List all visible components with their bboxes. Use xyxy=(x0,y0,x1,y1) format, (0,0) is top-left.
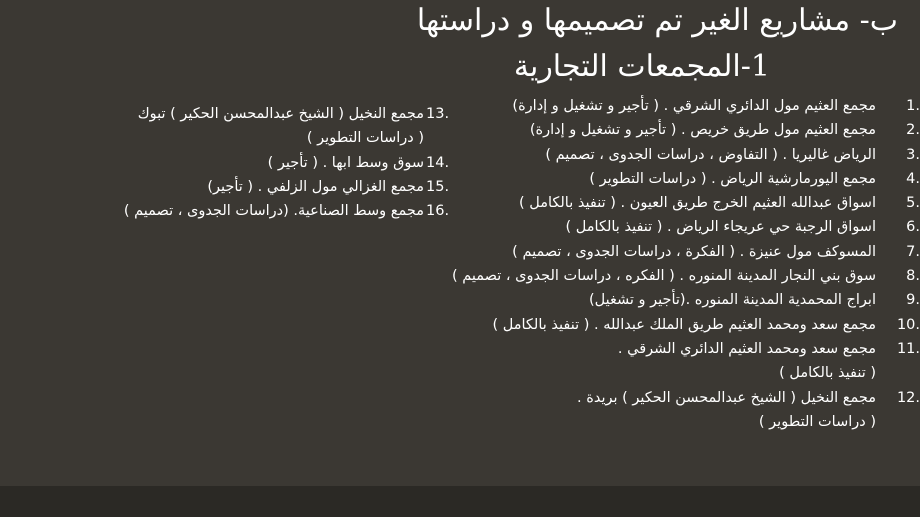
project-list-left xyxy=(123,102,450,223)
list-item xyxy=(124,102,450,151)
item-number: 2. xyxy=(906,122,920,139)
item-number: 8. xyxy=(906,268,920,285)
item-number: 16. xyxy=(426,203,450,220)
slide-title: ب- مشاريع الغير تم تصميمها و دراستها xyxy=(416,3,898,38)
item-text: مجمع الغزالي مول الزلفي . ( تأجير) xyxy=(207,178,424,195)
item-text: مجمع وسط الصناعية. (دراسات الجدوى ، تصميم ) xyxy=(123,203,424,220)
item-number: 14. xyxy=(426,154,450,171)
item-text-continued: ( دراسات التطوير ) xyxy=(306,130,424,147)
item-number: 5. xyxy=(906,195,920,212)
item-text: مجمع سعد ومحمد العثيم الدائري الشرقي . xyxy=(617,340,876,357)
list-item xyxy=(452,94,920,118)
list-item xyxy=(124,175,450,199)
item-text-continued: ( دراسات التطوير ) xyxy=(758,413,876,430)
bottom-band xyxy=(0,486,920,517)
list-item xyxy=(452,337,920,386)
item-text-continued: ( تنفيذ بالكامل ) xyxy=(779,365,876,382)
item-number: 15. xyxy=(426,178,450,195)
item-text: مجمع النخيل ( الشيخ عبدالمحسن الحكير ) تبوك xyxy=(137,106,424,122)
list-item xyxy=(452,386,920,435)
item-text: ابراج المحمدية المدينة المنوره .(تأجير و تشغيل) xyxy=(588,292,876,309)
item-text: مجمع اليورمارشية الرياض . ( دراسات التطوير ) xyxy=(589,170,876,187)
item-text: اسواق عبدالله العثيم الخرج طريق العيون . ( تنفيذ بالكامل ) xyxy=(518,195,876,212)
item-number: 12. xyxy=(896,389,920,406)
list-item xyxy=(452,167,920,191)
item-number: 6. xyxy=(906,219,920,236)
item-number: 7. xyxy=(906,243,920,260)
item-text: اسواق الرجبة حي عريجاء الرياض . ( تنفيذ بالكامل ) xyxy=(565,219,876,236)
item-number: 9. xyxy=(906,292,920,309)
project-list-right xyxy=(452,94,920,434)
item-number: 13. xyxy=(426,106,450,122)
list-item xyxy=(452,143,920,167)
item-text: مجمع النخيل ( الشيخ عبدالمحسن الحكير ) بريدة . xyxy=(577,389,876,406)
section-subtitle: 1-المجمعات التجارية xyxy=(513,49,770,84)
list-item xyxy=(452,215,920,239)
item-text: سوق وسط ابها . ( تأجير ) xyxy=(267,154,424,171)
item-text: الرياض غاليريا . ( التفاوض ، دراسات الجدوى ، تصميم ) xyxy=(545,146,876,163)
item-number: 3. xyxy=(906,146,920,163)
item-number: 1. xyxy=(906,98,920,114)
list-item xyxy=(452,264,920,288)
list-item xyxy=(452,313,920,337)
list-item xyxy=(124,151,450,175)
list-item xyxy=(452,240,920,264)
list-item xyxy=(123,199,450,223)
item-text: سوق بني النجار المدينة المنوره . ( الفكره ، دراسات الجدوى ، تصميم ) xyxy=(452,268,876,285)
list-item xyxy=(452,288,920,312)
item-text: مجمع العثيم مول طريق خريص . ( تأجير و تشغيل و إدارة) xyxy=(529,122,876,139)
item-number: 10. xyxy=(896,316,920,333)
item-text: مجمع العثيم مول الدائري الشرقي . ( تأجير و تشغيل و إدارة) xyxy=(512,98,876,114)
list-item xyxy=(452,118,920,142)
list-item xyxy=(452,191,920,215)
item-number: 11. xyxy=(896,340,920,357)
item-number: 4. xyxy=(906,170,920,187)
item-text: مجمع سعد ومحمد العثيم طريق الملك عبدالله . ( تنفيذ بالكامل ) xyxy=(492,316,876,333)
item-text: المسوكف مول عنيزة . ( الفكرة ، دراسات الجدوى ، تصميم ) xyxy=(512,243,876,260)
